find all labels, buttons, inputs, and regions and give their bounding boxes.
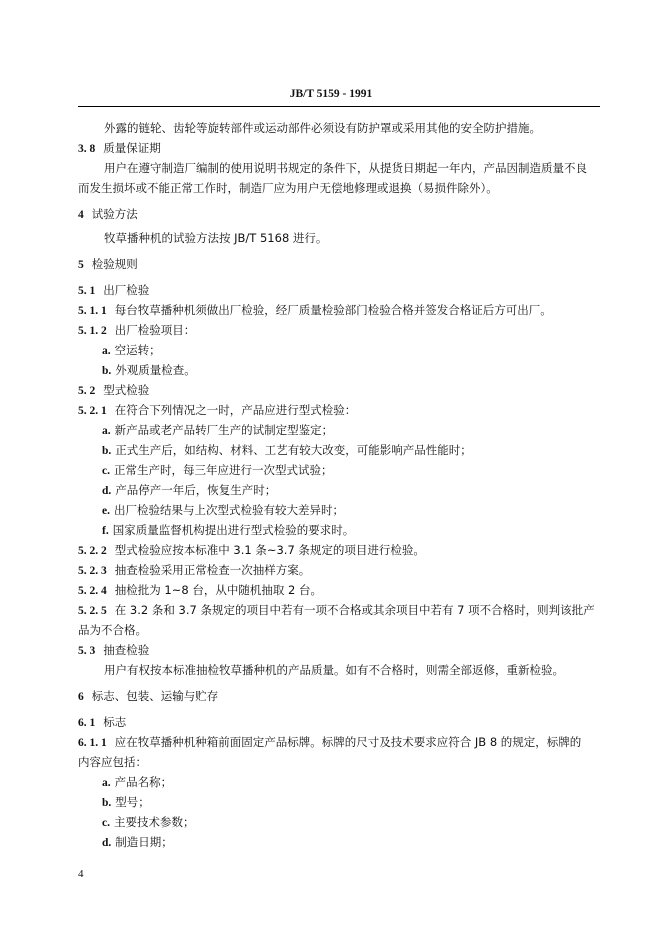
clause-text: 抽查检验采用正常检查一次抽样方案。 xyxy=(114,563,311,577)
item-text: 主要技术参数； xyxy=(113,815,195,829)
paragraph-line: 内容应包括： xyxy=(78,755,147,769)
clause-text: 抽检批为 1~8 台，从中随机抽取 2 台。 xyxy=(114,583,322,597)
item-text: 正常生产时，每三年应进行一次型式试验； xyxy=(113,463,333,477)
page-number: 4 xyxy=(78,868,84,880)
item-text: 制造日期； xyxy=(115,835,173,849)
clause-5-2-4 xyxy=(78,580,600,600)
clause-title: 出厂检验 xyxy=(103,283,150,297)
clause-text: 出厂检验项目： xyxy=(114,323,196,337)
section-4 xyxy=(78,204,600,224)
paragraph-line: 而发生损坏或不能正常工作时，制造厂应为用户无偿地修理或退换（易损件除外）。 xyxy=(78,181,498,195)
clause-5-3 xyxy=(78,640,600,660)
clause-title: 型式检验 xyxy=(103,383,150,397)
clause-text: 型式检验应按本标准中 3.1 条~3.7 条规定的项目进行检验。 xyxy=(114,543,425,557)
list-item xyxy=(78,440,600,460)
item-letter: a. xyxy=(102,345,111,357)
item-text: 产品名称； xyxy=(114,775,173,789)
list-item xyxy=(78,812,600,832)
clause-number: 5. 2. 5 xyxy=(78,605,107,617)
clause-5-2 xyxy=(78,380,600,400)
paragraph-line: 牧草播种机的试验方法按 JB/T 5168 进行。 xyxy=(104,231,328,245)
clause-number: 3. 8 xyxy=(78,143,96,155)
item-letter: b. xyxy=(102,445,112,457)
clause-6-1-1 xyxy=(78,732,600,752)
clause-6-1 xyxy=(78,712,600,732)
item-text: 国家质量监督机构提出进行型式检验的要求时。 xyxy=(112,523,355,537)
clause-5-1 xyxy=(78,280,600,300)
clause-number: 5. 2. 1 xyxy=(78,405,107,417)
clause-5-1-1 xyxy=(78,300,600,320)
clause-5-2-5 xyxy=(78,600,600,620)
clause-number: 5. 1 xyxy=(78,285,96,297)
clause-5-1-2 xyxy=(78,320,600,340)
clause-title: 抽查检验 xyxy=(103,643,150,657)
document-body xyxy=(78,118,600,852)
section-number: 4 xyxy=(78,209,84,221)
section-title: 试验方法 xyxy=(91,207,138,221)
list-item xyxy=(78,772,600,792)
list-item xyxy=(78,500,600,520)
item-letter: d. xyxy=(102,485,112,497)
section-5 xyxy=(78,254,600,274)
clause-title: 质量保证期 xyxy=(103,141,161,155)
list-item xyxy=(78,420,600,440)
section-title: 检验规则 xyxy=(91,257,138,271)
list-item xyxy=(78,340,600,360)
clause-5-2-1 xyxy=(78,400,600,420)
clause-number: 5. 2. 3 xyxy=(78,565,107,577)
clause-3-8 xyxy=(78,138,600,158)
section-number: 5 xyxy=(78,259,84,271)
clause-number: 5. 3 xyxy=(78,645,96,657)
list-item xyxy=(78,520,600,540)
standard-code-header: JB/T 5159 - 1991 xyxy=(289,88,373,100)
paragraph-line: 品为不合格。 xyxy=(78,623,147,637)
item-text: 新产品或老产品转厂生产的试制定型鉴定； xyxy=(114,423,334,437)
clause-5-2-2 xyxy=(78,540,600,560)
clause-number: 5. 1. 2 xyxy=(78,325,107,337)
item-letter: b. xyxy=(102,365,112,377)
item-letter: a. xyxy=(102,425,111,437)
header-rule xyxy=(78,106,600,107)
clause-number: 5. 2. 2 xyxy=(78,545,107,557)
item-letter: c. xyxy=(102,465,110,477)
paragraph-line: 用户在遵守制造厂编制的使用说明书规定的条件下，从提货日期起一年内，产品因制造质量不良 xyxy=(104,161,587,175)
clause-text: 应在牧草播种机种箱前面固定产品标牌。标牌的尺寸及技术要求应符合 JB 8 的规定，标牌的 xyxy=(114,735,582,749)
clause-number: 6. 1 xyxy=(78,717,96,729)
item-letter: b. xyxy=(102,797,112,809)
item-text: 正式生产后，如结构、材料、工艺有较大改变，可能影响产品性能时； xyxy=(115,443,472,457)
item-letter: a. xyxy=(102,777,111,789)
section-number: 6 xyxy=(78,691,84,703)
clause-text: 每台牧草播种机须做出厂检验，经厂质量检验部门检验合格并签发合格证后方可出厂。 xyxy=(114,303,552,317)
section-title: 标志、包装、运输与贮存 xyxy=(91,689,219,703)
item-text: 型号； xyxy=(115,795,150,809)
item-text: 产品停产一年后，恢复生产时； xyxy=(115,483,277,497)
clause-5-2-3 xyxy=(78,560,600,580)
list-item xyxy=(78,460,600,480)
clause-number: 5. 2 xyxy=(78,385,96,397)
item-text: 外观质量检查。 xyxy=(115,363,196,377)
clause-text: 在 3.2 条和 3.7 条规定的项目中若有一项不合格或其余项目中若有 7 项不合格时，则判该批产 xyxy=(114,603,595,617)
item-text: 出厂检验结果与上次型式检验有较大差异时； xyxy=(113,503,344,517)
item-letter: d. xyxy=(102,837,112,849)
clause-text: 在符合下列情况之一时，产品应进行型式检验： xyxy=(114,403,357,417)
item-letter: f. xyxy=(102,525,109,537)
clause-number: 5. 2. 4 xyxy=(78,585,107,597)
list-item xyxy=(78,832,600,852)
list-item xyxy=(78,480,600,500)
item-text: 空运转； xyxy=(114,343,161,357)
item-letter: e. xyxy=(102,505,110,517)
section-6 xyxy=(78,686,600,706)
clause-number: 6. 1. 1 xyxy=(78,737,107,749)
clause-title: 标志 xyxy=(103,715,127,729)
list-item xyxy=(78,792,600,812)
clause-number: 5. 1. 1 xyxy=(78,305,107,317)
paragraph-line: 外露的链轮、齿轮等旋转部件或运动部件必须设有防护罩或采用其他的安全防护措施。 xyxy=(104,121,541,135)
paragraph-line: 用户有权按本标准抽检牧草播种机的产品质量。如有不合格时，则需全部返修，重新检验。 xyxy=(104,663,564,677)
list-item xyxy=(78,360,600,380)
item-letter: c. xyxy=(102,817,110,829)
